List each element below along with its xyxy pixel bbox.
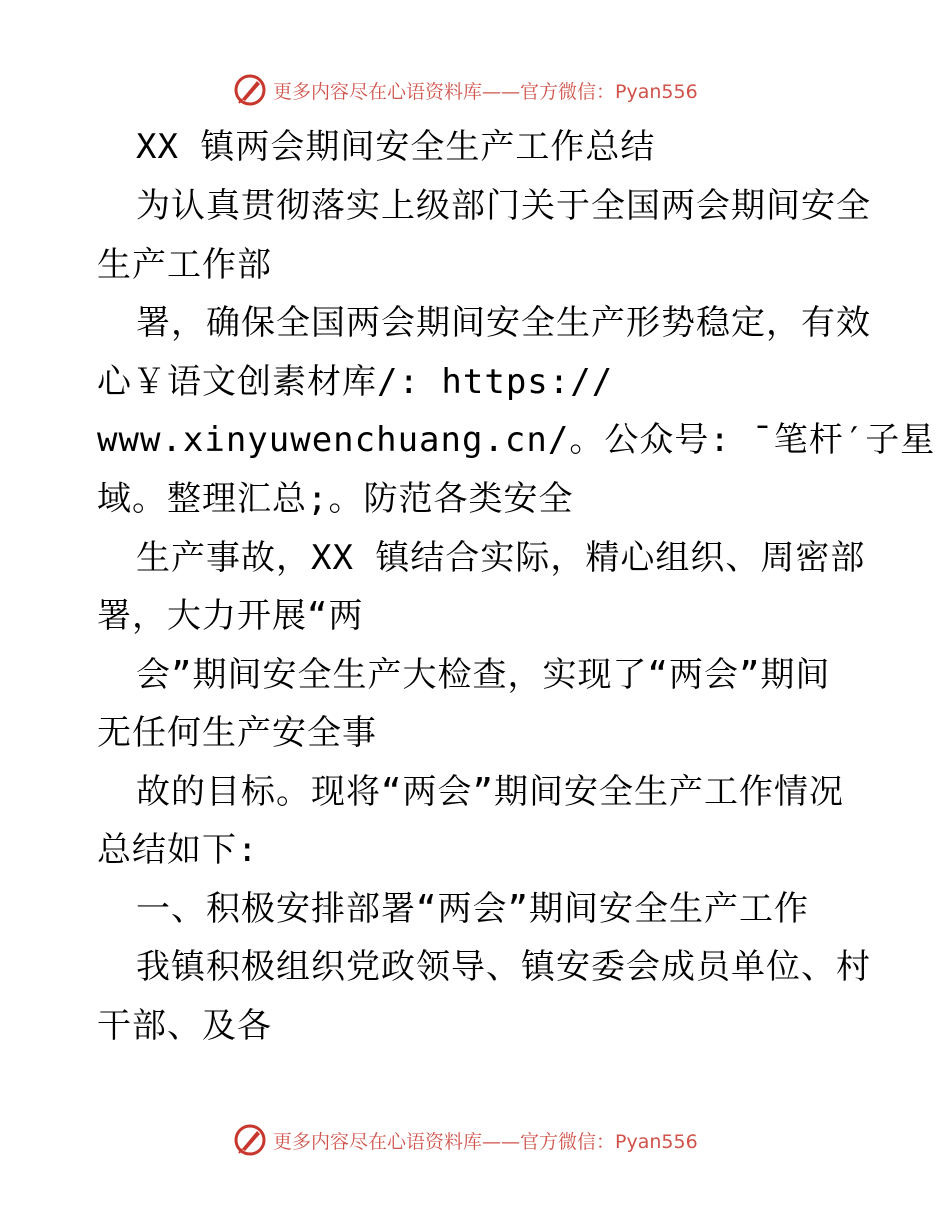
watermark-wechat-id: Pyan556 <box>615 80 698 103</box>
paragraph-line: 生产事故，XX 镇结合实际，精心组织、周密部 <box>136 538 866 578</box>
quill-logo-icon <box>233 73 267 107</box>
paragraph-line: 心￥语文创素材库/: https:// <box>97 362 614 402</box>
paragraph-line: 署，大力开展“两 <box>97 596 364 636</box>
watermark-site-text: 更多内容尽在心语资料库 <box>273 1130 483 1153</box>
paragraph-line: 署，确保全国两会期间安全生产形势稳定，有效 <box>136 303 871 343</box>
watermark-text <box>273 1127 698 1154</box>
header-watermark <box>233 72 698 108</box>
watermark-dash: —— <box>482 1130 521 1153</box>
quill-logo-icon <box>233 1123 267 1157</box>
paragraph-line: 会”期间安全生产大检查，实现了“两会”期间 <box>136 655 831 695</box>
watermark-official-label: 官方微信： <box>520 80 616 103</box>
paragraph-line: 生产工作部 <box>97 245 272 285</box>
paragraph-line: 故的目标。现将“两会”期间安全生产工作情况 <box>136 772 844 812</box>
paragraph-line: 我镇积极组织党政领导、镇安委会成员单位、村 <box>136 947 871 987</box>
document-title: XX 镇两会期间安全生产工作总结 <box>136 127 656 167</box>
section-heading: 一、积极安排部署“两会”期间安全生产工作 <box>136 889 809 929</box>
watermark-site-text: 更多内容尽在心语资料库 <box>273 80 483 103</box>
footer-watermark <box>233 1122 698 1158</box>
paragraph-line: www.xinyuwenchuang.cn/。公众号: ¯笔杆′子星 <box>97 420 936 460</box>
watermark-text <box>273 77 698 104</box>
paragraph-line: 为认真贯彻落实上级部门关于全国两会期间安全 <box>136 186 871 226</box>
paragraph-line: 域。整理汇总;。防范各类安全 <box>97 479 574 519</box>
watermark-dash: —— <box>482 80 521 103</box>
paragraph-line: 干部、及各 <box>97 1006 272 1046</box>
paragraph-line: 无任何生产安全事 <box>97 713 377 753</box>
watermark-wechat-id: Pyan556 <box>615 1130 698 1153</box>
watermark-official-label: 官方微信： <box>520 1130 616 1153</box>
paragraph-line: 总结如下: <box>97 830 259 870</box>
